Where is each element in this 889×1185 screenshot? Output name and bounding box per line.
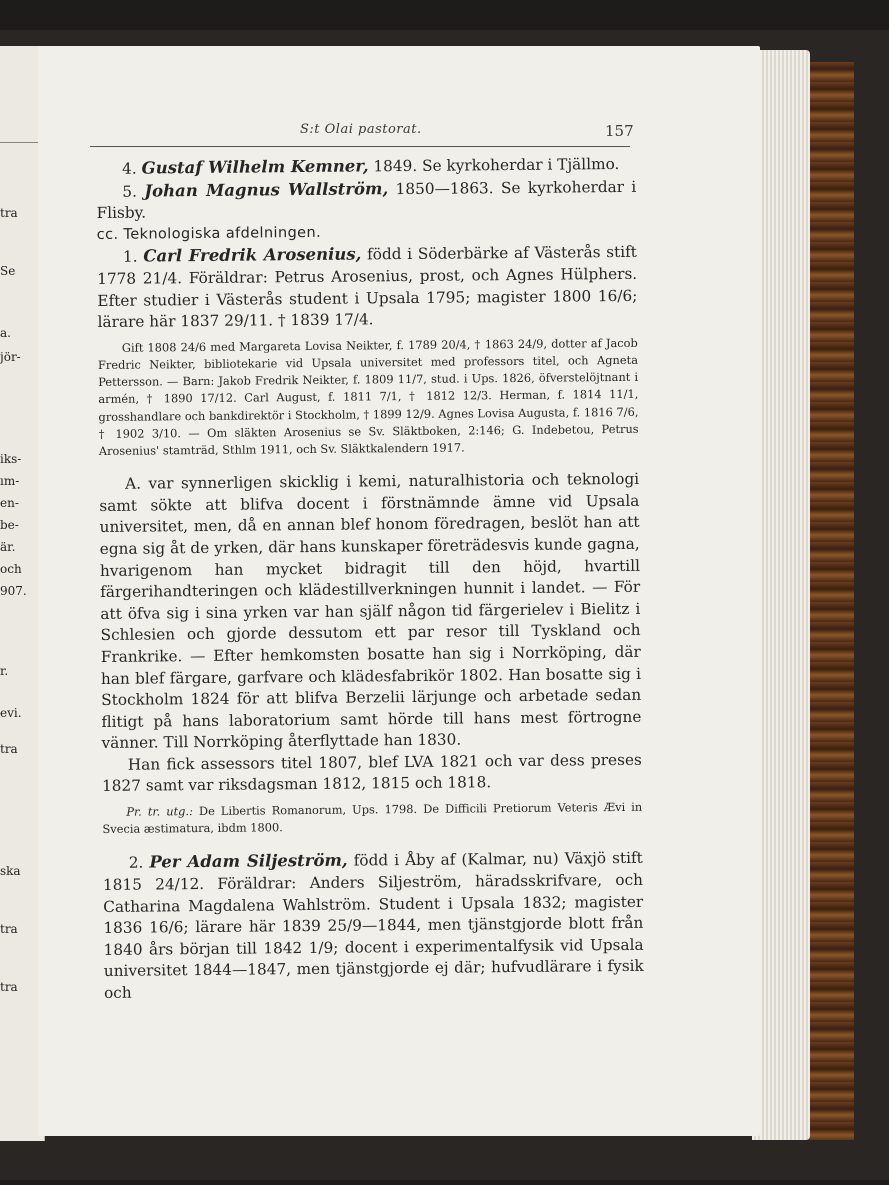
left-fragment: och <box>0 562 22 576</box>
entry-text: född i Söderbärke af Västerås stift 1778 21/4. Föräldrar: Petrus Arosenius, prost, och Agnes Hülphers. Efter studier i Västerås student i Upsala 1795; magister 1800 16/6; lärare här 1837 29/11. † 1839 17/4. <box>97 243 638 332</box>
publications-label: Pr. tr. utg.: <box>126 804 193 819</box>
biography-paragraph: A. var synnerligen skicklig i kemi, naturalhistoria och teknologi samt sökte att blifva docent i förstnämnde ämne vid Upsala universitet, men, då en annan blef honom föredragen, beslöt han att egna sig åt de yrken, där hans kunskaper företrädesvis kunde gagna, hvarigenom han mycket bidragit till den höjd, hvartill färgerihandteringen och klädestillverkningen hunnit i landet. — För att öfva sig i sina yrken var han själf någon tid färgerielev i Bielitz i Schlesien och gjorde dessutom ett par resor till Tyskland och Frankrike. — Efter hemkomsten bosatte han sig i Norrköping, där han blef färgare, garfvare och klädesfabrikör 1802. Han bosatte sig i Stockholm 1824 för att blifva Berzelii lärjunge och arbetade sedan flitigt på hans laboratorium samt hörde till hans mest förtrogne vänner. Till Norrköping återflyttade han 1830. <box>99 469 642 753</box>
left-fragment: ska <box>0 864 21 878</box>
entry-number: 4. <box>122 159 137 178</box>
left-fragment: tra <box>0 922 18 936</box>
header-rule <box>90 146 630 147</box>
left-fragment: ım- <box>0 474 20 488</box>
publications-text: De Libertis Romanorum, Ups. 1798. De Difficili Pretiorum Veteris Ævi in Svecia æstimatura, ibdm 1800. <box>102 799 643 837</box>
book-page <box>38 46 760 1136</box>
entry-2 <box>103 847 644 1004</box>
biography-paragraph-2: Han fick assessors titel 1807, blef LVA 1821 och var dess preses 1827 samt var riksdagsman 1812, 1815 och 1818. <box>101 750 642 796</box>
left-fragment: evi. <box>0 706 22 720</box>
left-fragment: är. <box>0 540 16 554</box>
left-fragment: r. <box>0 664 9 678</box>
entry-text: 1850—1863. Se kyrkoherdar i Flisby. <box>96 177 637 223</box>
entry-1 <box>97 241 638 334</box>
person-name: Carl Fredrik Arosenius, <box>143 244 362 266</box>
page-number: 157 <box>605 122 634 140</box>
left-fragment: iks- <box>0 452 22 466</box>
entry-5 <box>96 175 636 224</box>
left-fragment: tra <box>0 742 18 756</box>
left-fragment: Se <box>0 264 16 278</box>
left-fragment: en- <box>0 496 19 510</box>
running-head: S:t Olai pastorat. <box>300 122 422 137</box>
section-heading: cc. Teknologiska afdelningen. <box>96 224 322 243</box>
entry-number: 1. <box>122 247 138 267</box>
left-fragment: be- <box>0 518 19 532</box>
entry-number: 5. <box>122 182 138 201</box>
left-fragment: a. <box>0 326 11 340</box>
entry-number: 2. <box>128 854 144 873</box>
publications-note <box>102 799 642 839</box>
left-fragment: tra <box>0 206 18 220</box>
left-fragment: jör- <box>0 350 21 364</box>
page-stack-edges <box>752 50 810 1140</box>
entry-text: född i Åby af (Kalmar, nu) Växjö stift 1815 24/12. Föräldrar: Anders Siljeström, häradsskrifvare, och Catharina Magdalena Wahlström. Student i Upsala 1832; magister 1836 16/6; lärare här 1839 25/9—1844, men tjänstgjorde blott från 1840 års början till 1842 1/9; docent i experimentalfysik vid Upsala universitet 1844—1847, men tjänstgjorde ej där; hufvudlärare i fysik och <box>102 849 644 1003</box>
entry-text: 1849. Se kyrkoherdar i Tjällmo. <box>368 154 620 176</box>
person-name: Per Adam Siljeström, <box>149 851 348 873</box>
family-note: Gift 1808 24/6 med Margareta Lovisa Neikter, f. 1789 20/4, † 1863 24/9, dotter af Jacob Fredric Neikter, bibliotekarie vid Upsala universitet med professors titel, och Agneta Pettersson. — Barn: Jakob Fredrik Neikter, f. 1809 11/7, stud. i Ups. 1826, öfverstelöjtnant i armén, † 1890 17/12. Carl August, f. 1811 7/1, † 1812 12/3. Herman, f. 1814 11/1, grosshandlare och bankdirektör i Stockholm, † 1899 12/9. Agnes Lovisa Augusta, f. 1816 7/6, † 1902 3/10. — Om släkten Arosenius se Sv. Släktboken, 2:146; G. Indebetou, Petrus Arosenius' stamträd, Sthlm 1911, och Sv. Släktkalendern 1917. <box>97 335 639 458</box>
person-name: Johan Magnus Wallström, <box>144 178 389 201</box>
left-fragment: 907. <box>0 584 27 598</box>
person-name: Gustaf Wilhelm Kemner, <box>141 156 369 178</box>
left-fragment: tra <box>0 980 18 994</box>
page-text <box>96 153 644 1005</box>
